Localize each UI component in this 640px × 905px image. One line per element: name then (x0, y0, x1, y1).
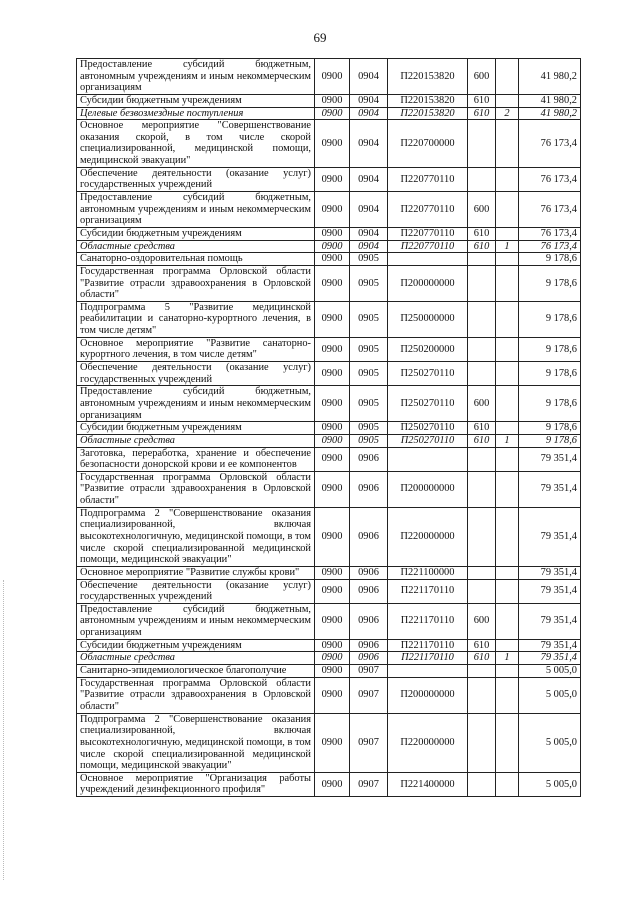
row-target-item-cell: П220770110 (388, 167, 468, 191)
row-name-cell: Субсидии бюджетным учреждениям (77, 227, 315, 240)
row-amount-cell: 76 173,4 (519, 167, 581, 191)
row-source-cell (496, 227, 519, 240)
row-name-cell: Субсидии бюджетным учреждениям (77, 94, 315, 107)
row-target-item-cell: П220770110 (388, 227, 468, 240)
row-code-cell: 0900 (315, 507, 350, 566)
row-expense-type-cell (468, 471, 496, 507)
row-code-cell: 0900 (315, 579, 350, 603)
row-source-cell (496, 301, 519, 337)
table-row (77, 227, 581, 240)
row-amount-cell: 76 173,4 (519, 227, 581, 240)
row-expense-type-cell (468, 337, 496, 361)
row-code-cell: 0900 (315, 94, 350, 107)
row-expense-type-cell (468, 447, 496, 471)
row-source-cell (496, 362, 519, 386)
row-source-cell: 1 (496, 434, 519, 447)
table-row (77, 603, 581, 639)
row-amount-cell: 79 351,4 (519, 579, 581, 603)
table-row (77, 772, 581, 796)
row-name-cell: Основное мероприятие "Развитие санаторно-курортного лечения, в том числе детям" (77, 337, 315, 361)
row-amount-cell: 41 980,2 (519, 59, 581, 95)
table-row (77, 240, 581, 253)
table-row (77, 386, 581, 422)
row-expense-type-cell: 610 (468, 240, 496, 253)
row-source-cell (496, 507, 519, 566)
row-code-cell: 0900 (315, 639, 350, 652)
row-source-cell (496, 337, 519, 361)
row-expense-type-cell (468, 362, 496, 386)
row-expense-type-cell: 600 (468, 603, 496, 639)
row-expense-type-cell: 600 (468, 192, 496, 228)
row-subsection-cell: 0905 (350, 337, 388, 361)
row-source-cell (496, 253, 519, 266)
table-row (77, 265, 581, 301)
row-amount-cell: 9 178,6 (519, 386, 581, 422)
row-code-cell: 0900 (315, 386, 350, 422)
row-name-cell: Подпрограмма 2 "Совершенствование оказания специализированной, включая высокотехнологичную, медицинской помощи, в том числе скорой специализированной медицинской помощи, медицинской эвакуации" (77, 507, 315, 566)
row-name-cell: Заготовка, переработка, хранение и обеспечение безопасности донорской крови и ее компонентов (77, 447, 315, 471)
row-code-cell: 0900 (315, 240, 350, 253)
row-name-cell: Основное мероприятие "Совершенствование оказания скорой, в том числе скорой специализированной, медицинской помощи, медицинской эвакуации" (77, 120, 315, 168)
row-expense-type-cell: 600 (468, 386, 496, 422)
row-name-cell: Предоставление субсидий бюджетным, автономным учреждениям и иным некоммерческим организациям (77, 603, 315, 639)
budget-table-body (77, 59, 581, 797)
row-target-item-cell: П220153820 (388, 107, 468, 120)
row-source-cell: 1 (496, 652, 519, 665)
row-target-item-cell: П200000000 (388, 471, 468, 507)
row-source-cell (496, 447, 519, 471)
row-code-cell: 0900 (315, 362, 350, 386)
row-source-cell (496, 59, 519, 95)
table-row (77, 652, 581, 665)
row-name-cell: Предоставление субсидий бюджетным, автономным учреждениям и иным некоммерческим организациям (77, 192, 315, 228)
row-expense-type-cell: 610 (468, 434, 496, 447)
row-target-item-cell: П221170110 (388, 579, 468, 603)
table-row (77, 447, 581, 471)
row-target-item-cell: П250270110 (388, 362, 468, 386)
row-subsection-cell: 0906 (350, 652, 388, 665)
table-row (77, 422, 581, 435)
row-source-cell (496, 422, 519, 435)
row-amount-cell: 76 173,4 (519, 192, 581, 228)
table-row (77, 94, 581, 107)
row-amount-cell: 79 351,4 (519, 652, 581, 665)
row-source-cell (496, 603, 519, 639)
row-expense-type-cell: 610 (468, 94, 496, 107)
row-amount-cell: 79 351,4 (519, 447, 581, 471)
row-target-item-cell: П220770110 (388, 240, 468, 253)
row-name-cell: Государственная программа Орловской области "Развитие отрасли здравоохранения в Орловской области" (77, 265, 315, 301)
row-amount-cell: 9 178,6 (519, 422, 581, 435)
row-code-cell: 0900 (315, 120, 350, 168)
row-subsection-cell: 0906 (350, 566, 388, 579)
row-source-cell (496, 579, 519, 603)
row-target-item-cell: П221170110 (388, 603, 468, 639)
row-subsection-cell: 0904 (350, 227, 388, 240)
row-code-cell: 0900 (315, 301, 350, 337)
row-subsection-cell: 0907 (350, 772, 388, 796)
table-row (77, 677, 581, 713)
row-code-cell: 0900 (315, 665, 350, 678)
row-subsection-cell: 0904 (350, 192, 388, 228)
row-amount-cell: 41 980,2 (519, 107, 581, 120)
row-amount-cell: 79 351,4 (519, 507, 581, 566)
row-expense-type-cell: 610 (468, 422, 496, 435)
row-code-cell: 0900 (315, 167, 350, 191)
table-row (77, 167, 581, 191)
row-name-cell: Обеспечение деятельности (оказание услуг) государственных учреждений (77, 167, 315, 191)
row-expense-type-cell (468, 579, 496, 603)
row-source-cell (496, 713, 519, 772)
row-code-cell: 0900 (315, 253, 350, 266)
row-target-item-cell: П250270110 (388, 386, 468, 422)
row-target-item-cell: П220700000 (388, 120, 468, 168)
row-source-cell (496, 120, 519, 168)
row-amount-cell: 9 178,6 (519, 362, 581, 386)
table-row (77, 337, 581, 361)
table-row (77, 59, 581, 95)
row-source-cell: 1 (496, 240, 519, 253)
row-name-cell: Основное мероприятие "Развитие службы крови" (77, 566, 315, 579)
row-source-cell (496, 677, 519, 713)
row-amount-cell: 5 005,0 (519, 772, 581, 796)
table-row (77, 579, 581, 603)
row-subsection-cell: 0907 (350, 677, 388, 713)
row-name-cell: Предоставление субсидий бюджетным, автономным учреждениям и иным некоммерческим организациям (77, 386, 315, 422)
row-target-item-cell: П250270110 (388, 434, 468, 447)
row-code-cell: 0900 (315, 434, 350, 447)
row-amount-cell: 79 351,4 (519, 471, 581, 507)
row-amount-cell: 5 005,0 (519, 677, 581, 713)
row-name-cell: Санитарно-эпидемиологическое благополучие (77, 665, 315, 678)
row-target-item-cell: П250000000 (388, 301, 468, 337)
row-source-cell (496, 265, 519, 301)
row-subsection-cell: 0905 (350, 301, 388, 337)
row-name-cell: Государственная программа Орловской области "Развитие отрасли здравоохранения в Орловской области" (77, 677, 315, 713)
page-number: 69 (313, 30, 327, 45)
table-row (77, 713, 581, 772)
row-amount-cell: 9 178,6 (519, 301, 581, 337)
table-row (77, 107, 581, 120)
row-name-cell: Государственная программа Орловской области "Развитие отрасли здравоохранения в Орловской области" (77, 471, 315, 507)
row-subsection-cell: 0906 (350, 471, 388, 507)
row-subsection-cell: 0907 (350, 713, 388, 772)
row-subsection-cell: 0906 (350, 507, 388, 566)
row-code-cell: 0900 (315, 59, 350, 95)
row-source-cell (496, 639, 519, 652)
row-subsection-cell: 0906 (350, 639, 388, 652)
row-expense-type-cell: 610 (468, 227, 496, 240)
row-target-item-cell: П250270110 (388, 422, 468, 435)
row-code-cell: 0900 (315, 192, 350, 228)
row-expense-type-cell (468, 301, 496, 337)
row-code-cell: 0900 (315, 107, 350, 120)
row-source-cell (496, 192, 519, 228)
row-target-item-cell (388, 253, 468, 266)
row-expense-type-cell (468, 665, 496, 678)
row-expense-type-cell (468, 566, 496, 579)
row-expense-type-cell: 610 (468, 639, 496, 652)
table-row (77, 120, 581, 168)
row-code-cell: 0900 (315, 772, 350, 796)
row-amount-cell: 9 178,6 (519, 337, 581, 361)
row-target-item-cell: П220153820 (388, 94, 468, 107)
row-amount-cell: 79 351,4 (519, 603, 581, 639)
row-source-cell (496, 772, 519, 796)
row-subsection-cell: 0905 (350, 422, 388, 435)
table-row (77, 471, 581, 507)
row-name-cell: Субсидии бюджетным учреждениям (77, 639, 315, 652)
row-source-cell (496, 665, 519, 678)
row-subsection-cell: 0904 (350, 94, 388, 107)
row-name-cell: Санаторно-оздоровительная помощь (77, 253, 315, 266)
row-amount-cell: 9 178,6 (519, 265, 581, 301)
row-name-cell: Основное мероприятие "Организация работы учреждений дезинфекционного профиля" (77, 772, 315, 796)
table-row (77, 301, 581, 337)
row-target-item-cell (388, 665, 468, 678)
table-row (77, 507, 581, 566)
row-expense-type-cell (468, 677, 496, 713)
row-target-item-cell: П200000000 (388, 265, 468, 301)
row-subsection-cell: 0904 (350, 240, 388, 253)
row-expense-type-cell (468, 713, 496, 772)
row-subsection-cell: 0904 (350, 59, 388, 95)
row-target-item-cell: П220000000 (388, 507, 468, 566)
row-source-cell (496, 167, 519, 191)
row-subsection-cell: 0906 (350, 603, 388, 639)
row-amount-cell: 9 178,6 (519, 434, 581, 447)
row-target-item-cell: П221170110 (388, 652, 468, 665)
row-target-item-cell: П220153820 (388, 59, 468, 95)
row-amount-cell: 9 178,6 (519, 253, 581, 266)
row-expense-type-cell (468, 265, 496, 301)
row-name-cell: Обеспечение деятельности (оказание услуг) государственных учреждений (77, 579, 315, 603)
row-subsection-cell: 0906 (350, 447, 388, 471)
row-amount-cell: 41 980,2 (519, 94, 581, 107)
row-name-cell: Областные средства (77, 434, 315, 447)
row-name-cell: Предоставление субсидий бюджетным, автономным учреждениям и иным некоммерческим организациям (77, 59, 315, 95)
row-amount-cell: 76 173,4 (519, 120, 581, 168)
row-subsection-cell: 0906 (350, 579, 388, 603)
row-target-item-cell: П221400000 (388, 772, 468, 796)
row-code-cell: 0900 (315, 652, 350, 665)
row-amount-cell: 79 351,4 (519, 566, 581, 579)
row-source-cell (496, 471, 519, 507)
row-target-item-cell: П221100000 (388, 566, 468, 579)
row-source-cell: 2 (496, 107, 519, 120)
row-target-item-cell: П221170110 (388, 639, 468, 652)
row-name-cell: Целевые безвозмездные поступления (77, 107, 315, 120)
row-amount-cell: 5 005,0 (519, 665, 581, 678)
row-name-cell: Субсидии бюджетным учреждениям (77, 422, 315, 435)
row-expense-type-cell (468, 120, 496, 168)
row-subsection-cell: 0905 (350, 386, 388, 422)
row-target-item-cell: П220000000 (388, 713, 468, 772)
row-subsection-cell: 0907 (350, 665, 388, 678)
row-name-cell: Обеспечение деятельности (оказание услуг) государственных учреждений (77, 362, 315, 386)
row-subsection-cell: 0904 (350, 167, 388, 191)
row-subsection-cell: 0905 (350, 265, 388, 301)
table-row (77, 665, 581, 678)
row-code-cell: 0900 (315, 337, 350, 361)
row-source-cell (496, 386, 519, 422)
table-row (77, 362, 581, 386)
table-row (77, 434, 581, 447)
row-target-item-cell: П250200000 (388, 337, 468, 361)
scan-margin-mark (3, 580, 6, 880)
table-row (77, 192, 581, 228)
row-name-cell: Областные средства (77, 240, 315, 253)
row-subsection-cell: 0904 (350, 107, 388, 120)
row-expense-type-cell (468, 253, 496, 266)
row-code-cell: 0900 (315, 677, 350, 713)
row-amount-cell: 76 173,4 (519, 240, 581, 253)
row-code-cell: 0900 (315, 471, 350, 507)
row-source-cell (496, 94, 519, 107)
row-expense-type-cell (468, 772, 496, 796)
row-expense-type-cell (468, 167, 496, 191)
row-expense-type-cell: 600 (468, 59, 496, 95)
table-row (77, 253, 581, 266)
row-code-cell: 0900 (315, 265, 350, 301)
table-row (77, 639, 581, 652)
row-subsection-cell: 0904 (350, 120, 388, 168)
row-expense-type-cell (468, 507, 496, 566)
row-target-item-cell: П200000000 (388, 677, 468, 713)
row-source-cell (496, 566, 519, 579)
row-code-cell: 0900 (315, 422, 350, 435)
row-expense-type-cell: 610 (468, 107, 496, 120)
budget-table (76, 58, 581, 797)
row-expense-type-cell: 610 (468, 652, 496, 665)
row-target-item-cell (388, 447, 468, 471)
row-subsection-cell: 0905 (350, 362, 388, 386)
row-amount-cell: 5 005,0 (519, 713, 581, 772)
row-name-cell: Областные средства (77, 652, 315, 665)
row-target-item-cell: П220770110 (388, 192, 468, 228)
row-name-cell: Подпрограмма 5 "Развитие медицинской реабилитации и санаторно-курортного лечения, в том числе детям" (77, 301, 315, 337)
row-name-cell: Подпрограмма 2 "Совершенствование оказания специализированной, включая высокотехнологичную, медицинской помощи, в том числе скорой специализированной медицинской помощи, медицинской эвакуации" (77, 713, 315, 772)
row-code-cell: 0900 (315, 447, 350, 471)
row-code-cell: 0900 (315, 713, 350, 772)
row-code-cell: 0900 (315, 227, 350, 240)
table-row (77, 566, 581, 579)
row-code-cell: 0900 (315, 566, 350, 579)
row-amount-cell: 79 351,4 (519, 639, 581, 652)
row-subsection-cell: 0905 (350, 434, 388, 447)
row-subsection-cell: 0905 (350, 253, 388, 266)
row-code-cell: 0900 (315, 603, 350, 639)
